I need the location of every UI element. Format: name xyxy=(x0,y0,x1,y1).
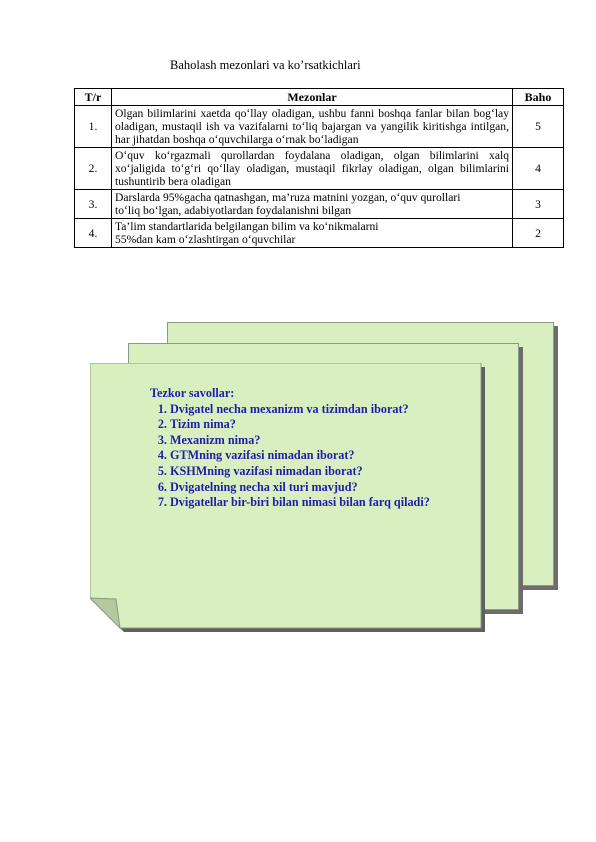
criteria-table xyxy=(74,88,564,248)
row-criteria: Darslarda 95%gacha qatnashgan, ma’ruza matnini yozgan, o‘quv qurollari to‘liq bo‘lgan, adabiyotlardan foydalanishni bilgan xyxy=(112,190,513,219)
quiz-heading: Tezkor savollar: xyxy=(150,386,235,400)
row-number: 1. xyxy=(75,106,112,148)
row-score: 4 xyxy=(513,148,564,190)
list-item: 2. Tizim nima? xyxy=(170,417,470,433)
page-title: Baholash mezonlari va ko’rsatkichlari xyxy=(170,58,361,72)
row-number: 2. xyxy=(75,148,112,190)
list-item: 6. Dvigatelning necha xil turi mavjud? xyxy=(170,480,470,496)
row-criteria: Ta’lim standartlarida belgilangan bilim va ko‘nikmalarni 55%dan kam o‘zlashtirgan o‘quvchilar xyxy=(112,219,513,248)
row-score: 3 xyxy=(513,190,564,219)
row-number: 4. xyxy=(75,219,112,248)
table-header-row xyxy=(75,89,564,106)
table-row xyxy=(75,106,564,148)
list-item: 7. Dvigatellar bir-biri bilan nimasi bilan farq qiladi? xyxy=(170,495,470,511)
table-row xyxy=(75,219,564,248)
header-number: T/r xyxy=(75,89,112,106)
question-list xyxy=(150,402,470,511)
quick-questions-box xyxy=(150,386,470,511)
row-score: 5 xyxy=(513,106,564,148)
table-row xyxy=(75,148,564,190)
row-number: 3. xyxy=(75,190,112,219)
row-criteria: O‘quv ko‘rgazmali qurollardan foydalana oladigan, olgan bilimlarini xalq xo‘jaligida to‘g‘ri qo‘llay oladigan, mustaqil fikrlay oladigan, olgan bilimlarini tushuntirib bera oladigan xyxy=(112,148,513,190)
row-criteria: Olgan bilimlarini xaetda qo‘llay oladigan, ushbu fanni boshqa fanlar bilan bog‘lay oladigan, mustaqil ish va vazifalarni to‘liq bajargan va yangilik kiritishga intilgan, har jihatdan boshqa o‘quvchilarga o‘rnak bo‘ladigan xyxy=(112,106,513,148)
list-item: 4. GTMning vazifasi nimadan iborat? xyxy=(170,448,470,464)
list-item: 1. Dvigatel necha mexanizm va tizimdan iborat? xyxy=(170,402,470,418)
list-item: 5. KSHMning vazifasi nimadan iborat? xyxy=(170,464,470,480)
list-item: 3. Mexanizm nima? xyxy=(170,433,470,449)
table-row xyxy=(75,190,564,219)
header-score: Baho xyxy=(513,89,564,106)
header-criteria: Mezonlar xyxy=(112,89,513,106)
row-score: 2 xyxy=(513,219,564,248)
